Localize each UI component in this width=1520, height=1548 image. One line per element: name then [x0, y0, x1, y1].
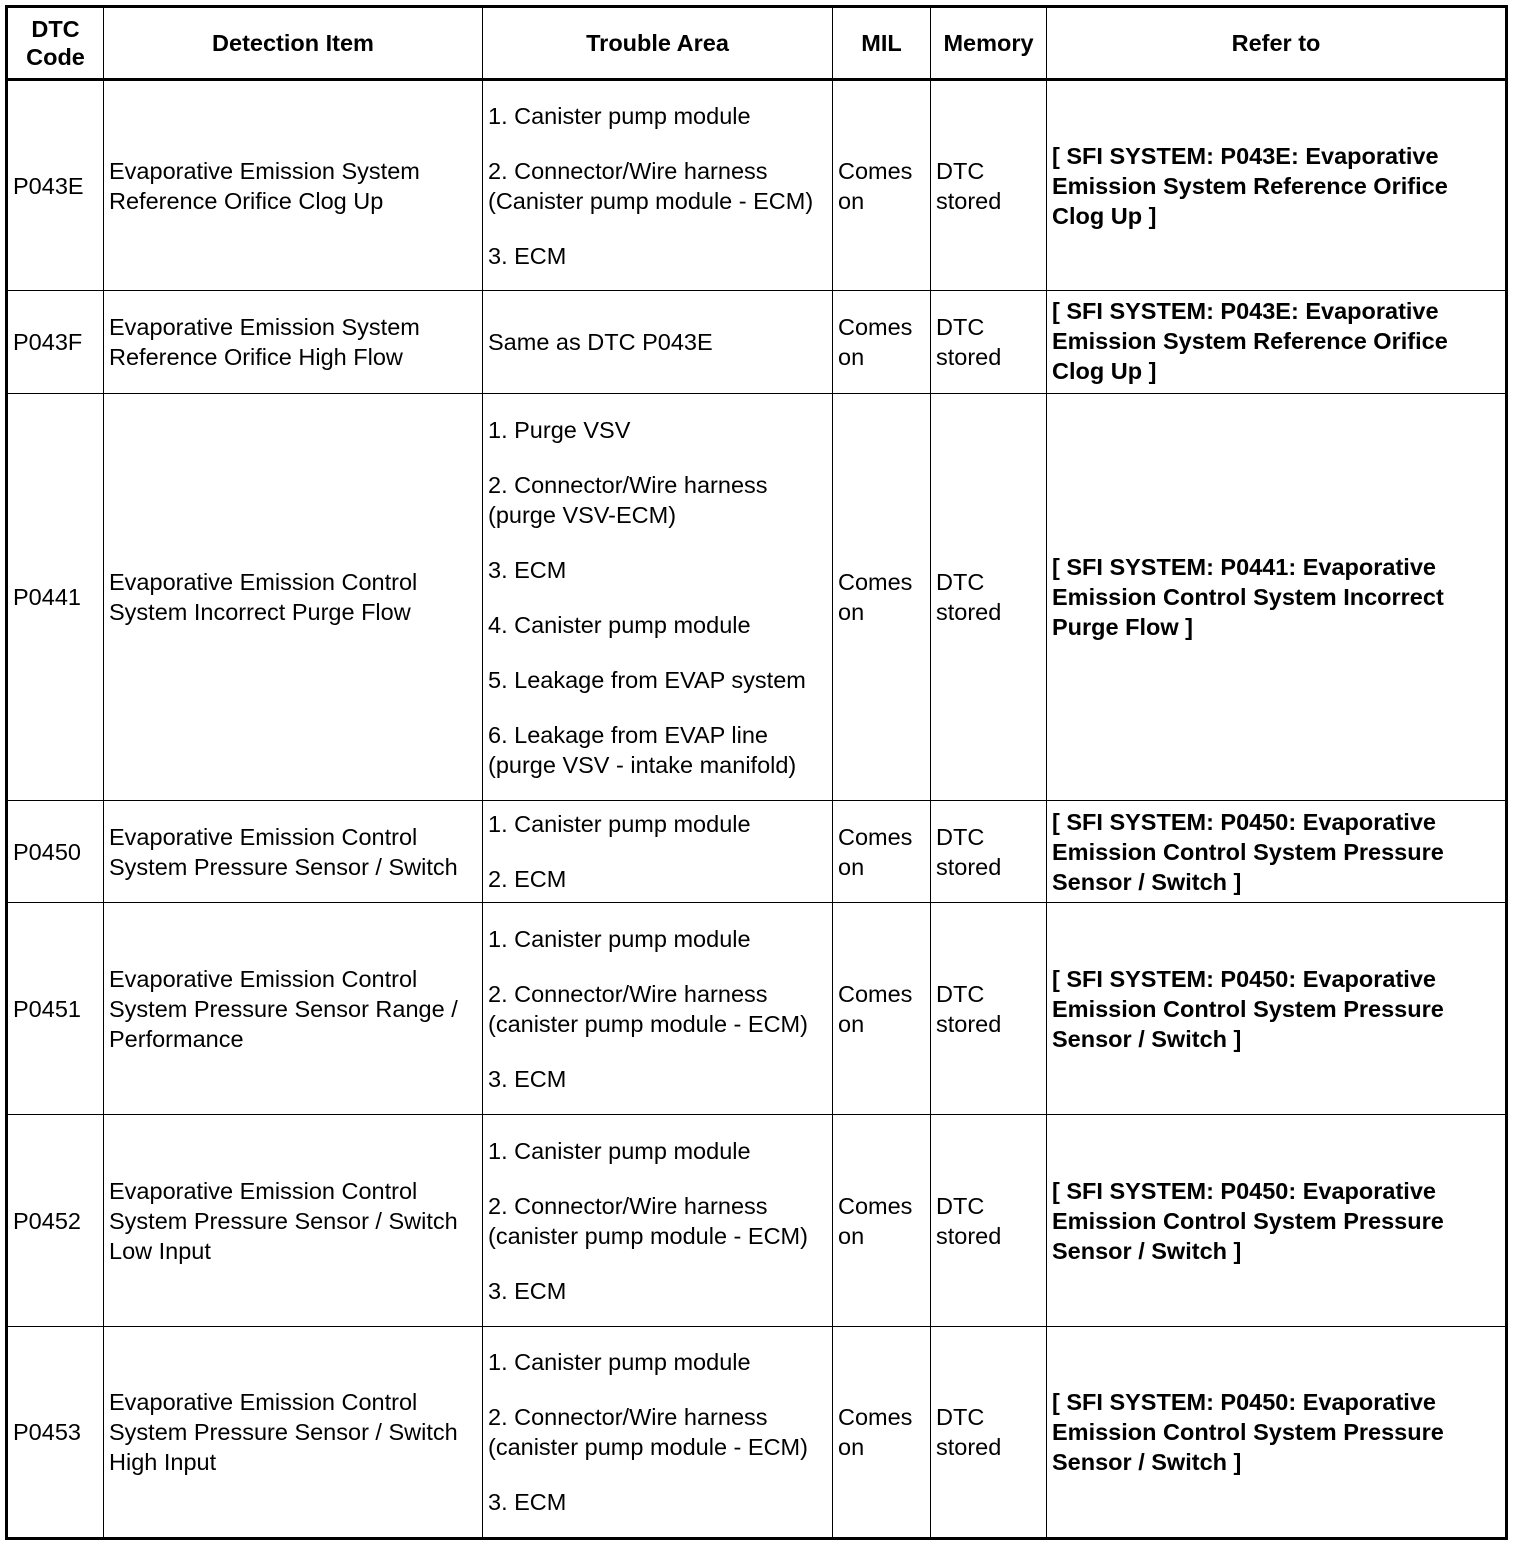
mil-cell: Comes on: [833, 1115, 931, 1327]
trouble-area-cell: [483, 1115, 833, 1327]
mil-cell: Comes on: [833, 903, 931, 1115]
detection-item-cell: Evaporative Emission System Reference Orifice Clog Up: [104, 80, 483, 291]
trouble-area-item: 1. Canister pump module: [488, 102, 751, 129]
memory-cell: DTC stored: [931, 1115, 1047, 1327]
trouble-area-item: 2. Connector/Wire harness (canister pump module - ECM): [488, 980, 808, 1037]
trouble-area-item: 3. ECM: [488, 1277, 567, 1304]
detection-item-cell: Evaporative Emission Control System Incorrect Purge Flow: [104, 394, 483, 801]
dtc-code-cell: P0450: [7, 801, 104, 903]
header-mil: MIL: [833, 7, 931, 80]
trouble-area-cell: [483, 801, 833, 903]
trouble-area-cell: [483, 903, 833, 1115]
header-refer-to: Refer to: [1047, 7, 1507, 80]
table-row: [7, 1115, 1507, 1327]
dtc-code-cell: P0441: [7, 394, 104, 801]
trouble-area-item: Same as DTC P043E: [488, 329, 713, 355]
trouble-area-item: 2. Connector/Wire harness (canister pump module - ECM): [488, 1192, 808, 1249]
refer-to-link[interactable]: [ SFI SYSTEM: P0441: Evaporative Emission Control System Incorrect Purge Flow ]: [1047, 394, 1507, 801]
trouble-area-item: 2. Connector/Wire harness (purge VSV-ECM): [488, 471, 768, 528]
trouble-area-item: 2. Connector/Wire harness (Canister pump module - ECM): [488, 157, 814, 214]
mil-cell: Comes on: [833, 80, 931, 291]
trouble-area-item: 6. Leakage from EVAP line (purge VSV - intake manifold): [488, 721, 797, 778]
memory-cell: DTC stored: [931, 394, 1047, 801]
dtc-code-cell: P043E: [7, 80, 104, 291]
memory-cell: DTC stored: [931, 1327, 1047, 1539]
refer-to-link[interactable]: [ SFI SYSTEM: P043E: Evaporative Emission System Reference Orifice Clog Up ]: [1047, 80, 1507, 291]
table-row: [7, 291, 1507, 394]
trouble-area-item: 3. ECM: [488, 556, 567, 583]
detection-item-cell: Evaporative Emission Control System Pressure Sensor / Switch Low Input: [104, 1115, 483, 1327]
table-row: [7, 80, 1507, 291]
trouble-area-cell: [483, 80, 833, 291]
detection-item-cell: Evaporative Emission Control System Pressure Sensor / Switch High Input: [104, 1327, 483, 1539]
dtc-code-cell: P0453: [7, 1327, 104, 1539]
memory-cell: DTC stored: [931, 80, 1047, 291]
trouble-area-item: 1. Purge VSV: [488, 416, 631, 443]
mil-cell: Comes on: [833, 291, 931, 394]
trouble-area-item: 2. Connector/Wire harness (canister pump module - ECM): [488, 1404, 808, 1460]
header-trouble-area: Trouble Area: [483, 7, 833, 80]
table-row: [7, 903, 1507, 1115]
dtc-table: [5, 5, 1508, 1540]
refer-to-link[interactable]: [ SFI SYSTEM: P0450: Evaporative Emission Control System Pressure Sensor / Switch ]: [1047, 1327, 1507, 1539]
refer-to-link[interactable]: [ SFI SYSTEM: P043E: Evaporative Emission System Reference Orifice Clog Up ]: [1047, 291, 1507, 394]
trouble-area-cell: [483, 394, 833, 801]
header-detection-item: Detection Item: [104, 7, 483, 80]
memory-cell: DTC stored: [931, 801, 1047, 903]
refer-to-link[interactable]: [ SFI SYSTEM: P0450: Evaporative Emission Control System Pressure Sensor / Switch ]: [1047, 801, 1507, 903]
refer-to-link[interactable]: [ SFI SYSTEM: P0450: Evaporative Emission Control System Pressure Sensor / Switch ]: [1047, 903, 1507, 1115]
detection-item-cell: Evaporative Emission System Reference Orifice High Flow: [104, 291, 483, 394]
trouble-area-item: 1. Canister pump module: [488, 925, 751, 952]
trouble-area-item: 4. Canister pump module: [488, 611, 751, 638]
detection-item-cell: Evaporative Emission Control System Pressure Sensor Range / Performance: [104, 903, 483, 1115]
trouble-area-item: 1. Canister pump module: [488, 811, 751, 837]
mil-cell: Comes on: [833, 394, 931, 801]
header-row: [7, 7, 1507, 80]
header-dtc-code: DTC Code: [7, 7, 104, 80]
dtc-code-cell: P0451: [7, 903, 104, 1115]
trouble-area-item: 3. ECM: [488, 242, 567, 269]
memory-cell: DTC stored: [931, 903, 1047, 1115]
trouble-area-item: 1. Canister pump module: [488, 1137, 751, 1164]
mil-cell: Comes on: [833, 801, 931, 903]
trouble-area-item: 3. ECM: [488, 1065, 567, 1092]
trouble-area-item: 1. Canister pump module: [488, 1349, 751, 1375]
refer-to-link[interactable]: [ SFI SYSTEM: P0450: Evaporative Emission Control System Pressure Sensor / Switch ]: [1047, 1115, 1507, 1327]
mil-cell: Comes on: [833, 1327, 931, 1539]
table-row: [7, 1327, 1507, 1539]
detection-item-cell: Evaporative Emission Control System Pressure Sensor / Switch: [104, 801, 483, 903]
dtc-code-cell: P0452: [7, 1115, 104, 1327]
trouble-area-cell: [483, 1327, 833, 1539]
trouble-area-item: 3. ECM: [488, 1489, 567, 1515]
header-memory: Memory: [931, 7, 1047, 80]
table-row: [7, 394, 1507, 801]
dtc-code-cell: P043F: [7, 291, 104, 394]
trouble-area-item: 2. ECM: [488, 866, 567, 892]
trouble-area-item: 5. Leakage from EVAP system: [488, 666, 806, 693]
table-row: [7, 801, 1507, 903]
memory-cell: DTC stored: [931, 291, 1047, 394]
trouble-area-cell: [483, 291, 833, 394]
